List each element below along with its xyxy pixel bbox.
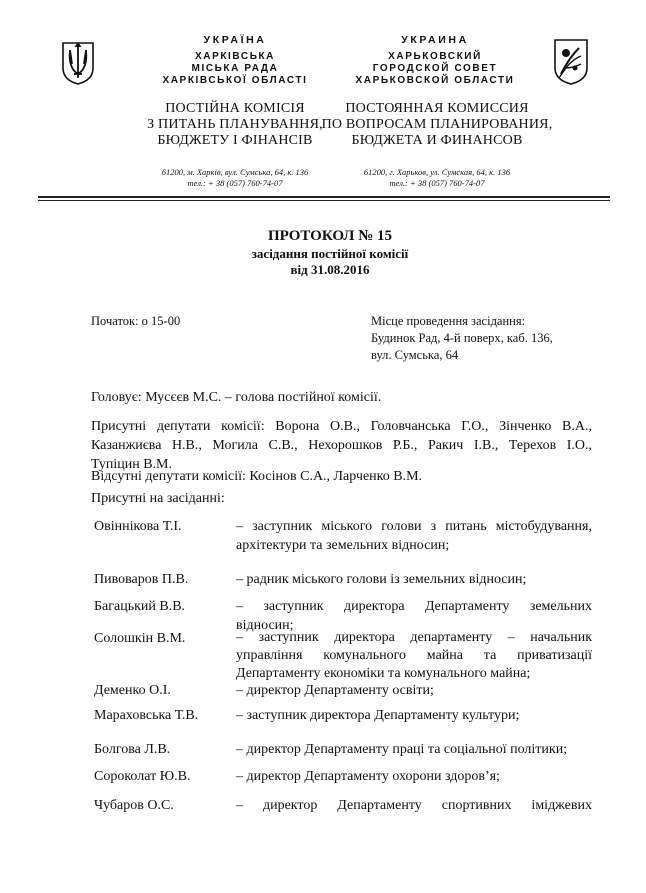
attendee-role bbox=[236, 517, 592, 555]
header-country-ru: УКРАИНА bbox=[401, 34, 469, 46]
header-council-line: ХАРКІВСЬКОЇ ОБЛАСТІ bbox=[162, 75, 308, 86]
attendee-role-line: архітектури та земельних відносин; bbox=[236, 538, 450, 553]
attendee-role-line: відносин; bbox=[236, 618, 294, 633]
meeting-venue bbox=[371, 313, 611, 364]
attendee-name: Багацький В.В. bbox=[94, 599, 186, 614]
address-line: 61200, м. Харків, вул. Сумська, 64, к. 136 bbox=[161, 167, 309, 177]
attendee-role-line: – заступник директора Департаменту земельних bbox=[236, 599, 592, 614]
commission-name-ru bbox=[318, 101, 556, 149]
commission-line: ПОСТІЙНА КОМІСІЯ bbox=[165, 101, 305, 116]
commission-line: ПОСТОЯННАЯ КОМИССИЯ bbox=[345, 101, 529, 116]
header-council-line: МІСЬКА РАДА bbox=[191, 63, 279, 74]
attendee-role bbox=[236, 570, 592, 589]
attendee-role-line: – директор Департаменту спортивних іміджевих bbox=[236, 798, 592, 813]
attendee-role-line: – заступник директора департаменту – начальник bbox=[236, 630, 592, 645]
attendee-role bbox=[236, 629, 592, 683]
commission-line: БЮДЖЕТУ І ФІНАНСІВ bbox=[157, 133, 313, 148]
protocol-title: ПРОТОКОЛ № 15 bbox=[267, 228, 393, 244]
phone-line: тел.: + 38 (057) 760-74-07 bbox=[187, 178, 283, 188]
commission-line: ПО ВОПРОСАМ ПЛАНИРОВАНИЯ, bbox=[321, 117, 553, 132]
attendee-role-line: управління комунального майна та приватизації bbox=[236, 648, 592, 663]
attendee-role-line: – заступник міського голови з питань містобудування, bbox=[236, 519, 592, 534]
attendee-name: Мараховська Т.В. bbox=[94, 708, 199, 723]
present-line: Казанжиєва Н.В., Могила С.В., Нехорошков Р.Б., Ракич І.В., Терехов І.О., bbox=[91, 438, 592, 453]
header-right bbox=[335, 34, 535, 87]
header-country-uk: УКРАЇНА bbox=[203, 34, 267, 46]
present-line: Присутні депутати комісії: Ворона О.В., Головчанська Г.О., Зінченко В.А., bbox=[91, 419, 592, 434]
meeting-start: Початок: о 15-00 bbox=[91, 314, 181, 328]
venue-line: вул. Сумська, 64 bbox=[371, 348, 459, 362]
attendee-role-line: – радник міського голови із земельних відносин; bbox=[236, 572, 527, 587]
header-council-line: ХАРКІВСЬКА bbox=[194, 51, 276, 62]
attendee-role-line: Департаменту економіки та комунального майна; bbox=[236, 666, 531, 681]
header-council-ru bbox=[335, 51, 535, 87]
header-divider bbox=[38, 196, 610, 198]
attendee-role bbox=[236, 681, 592, 700]
attendee-role bbox=[236, 796, 592, 815]
attendee-name: Солошкін В.М. bbox=[94, 631, 186, 646]
header-council-line: ХАРЬКОВСКИЙ bbox=[388, 51, 482, 62]
address-ru bbox=[318, 167, 556, 189]
protocol-heading bbox=[140, 227, 520, 278]
kharkiv-coat-of-arms-icon bbox=[553, 38, 589, 86]
venue-line: Місце проведення засідання: bbox=[371, 314, 526, 328]
address-line: 61200, г. Харьков, ул. Сумская, 64, к. 136 bbox=[363, 167, 511, 177]
attendee-name: Овіннікова Т.І. bbox=[94, 519, 182, 534]
phone-line: тел.: + 38 (057) 760-74-07 bbox=[389, 178, 485, 188]
absent-deputies: Відсутні депутати комісії: Косінов С.А., Ларченко В.М. bbox=[91, 469, 423, 484]
commission-line: БЮДЖЕТА И ФИНАНСОВ bbox=[351, 133, 523, 148]
attendee-role-line: – заступник директора Департаменту культури; bbox=[236, 708, 520, 723]
protocol-date: від 31.08.2016 bbox=[290, 262, 370, 277]
attendee-role bbox=[236, 706, 592, 725]
header-left bbox=[135, 34, 335, 87]
attendee-role-line: – директор Департаменту освіти; bbox=[236, 683, 434, 698]
attendee-name: Чубаров О.С. bbox=[94, 798, 174, 813]
attendee-name: Болгова Л.В. bbox=[94, 742, 171, 757]
attendee-role-line: – директор Департаменту праці та соціальної політики; bbox=[236, 742, 568, 757]
attendee-name: Сороколат Ю.В. bbox=[94, 769, 191, 784]
header-divider-thin bbox=[38, 200, 610, 201]
attendees-label: Присутні на засіданні: bbox=[91, 491, 225, 506]
commission-line: З ПИТАНЬ ПЛАНУВАННЯ, bbox=[147, 117, 323, 132]
attendee-role bbox=[236, 740, 592, 759]
attendee-role-line: – директор Департаменту охорони здоров’я; bbox=[236, 769, 500, 784]
present-line: Тупіцин В.М. bbox=[91, 457, 172, 472]
trident-emblem-icon bbox=[60, 40, 96, 86]
attendee-role bbox=[236, 767, 592, 786]
chair-line: Головує: Мусєєв М.С. – голова постійної комісії. bbox=[91, 390, 382, 405]
header-council-uk bbox=[135, 51, 335, 87]
protocol-subtitle: засідання постійної комісії bbox=[251, 246, 409, 261]
header-council-line: ГОРОДСКОЙ СОВЕТ bbox=[372, 63, 498, 74]
venue-line: Будинок Рад, 4-й поверх, каб. 136, bbox=[371, 331, 553, 345]
attendee-name: Деменко О.І. bbox=[94, 683, 171, 698]
present-deputies bbox=[91, 417, 592, 474]
attendee-name: Пивоваров П.В. bbox=[94, 572, 189, 587]
header-council-line: ХАРЬКОВСКОЙ ОБЛАСТИ bbox=[355, 75, 515, 86]
